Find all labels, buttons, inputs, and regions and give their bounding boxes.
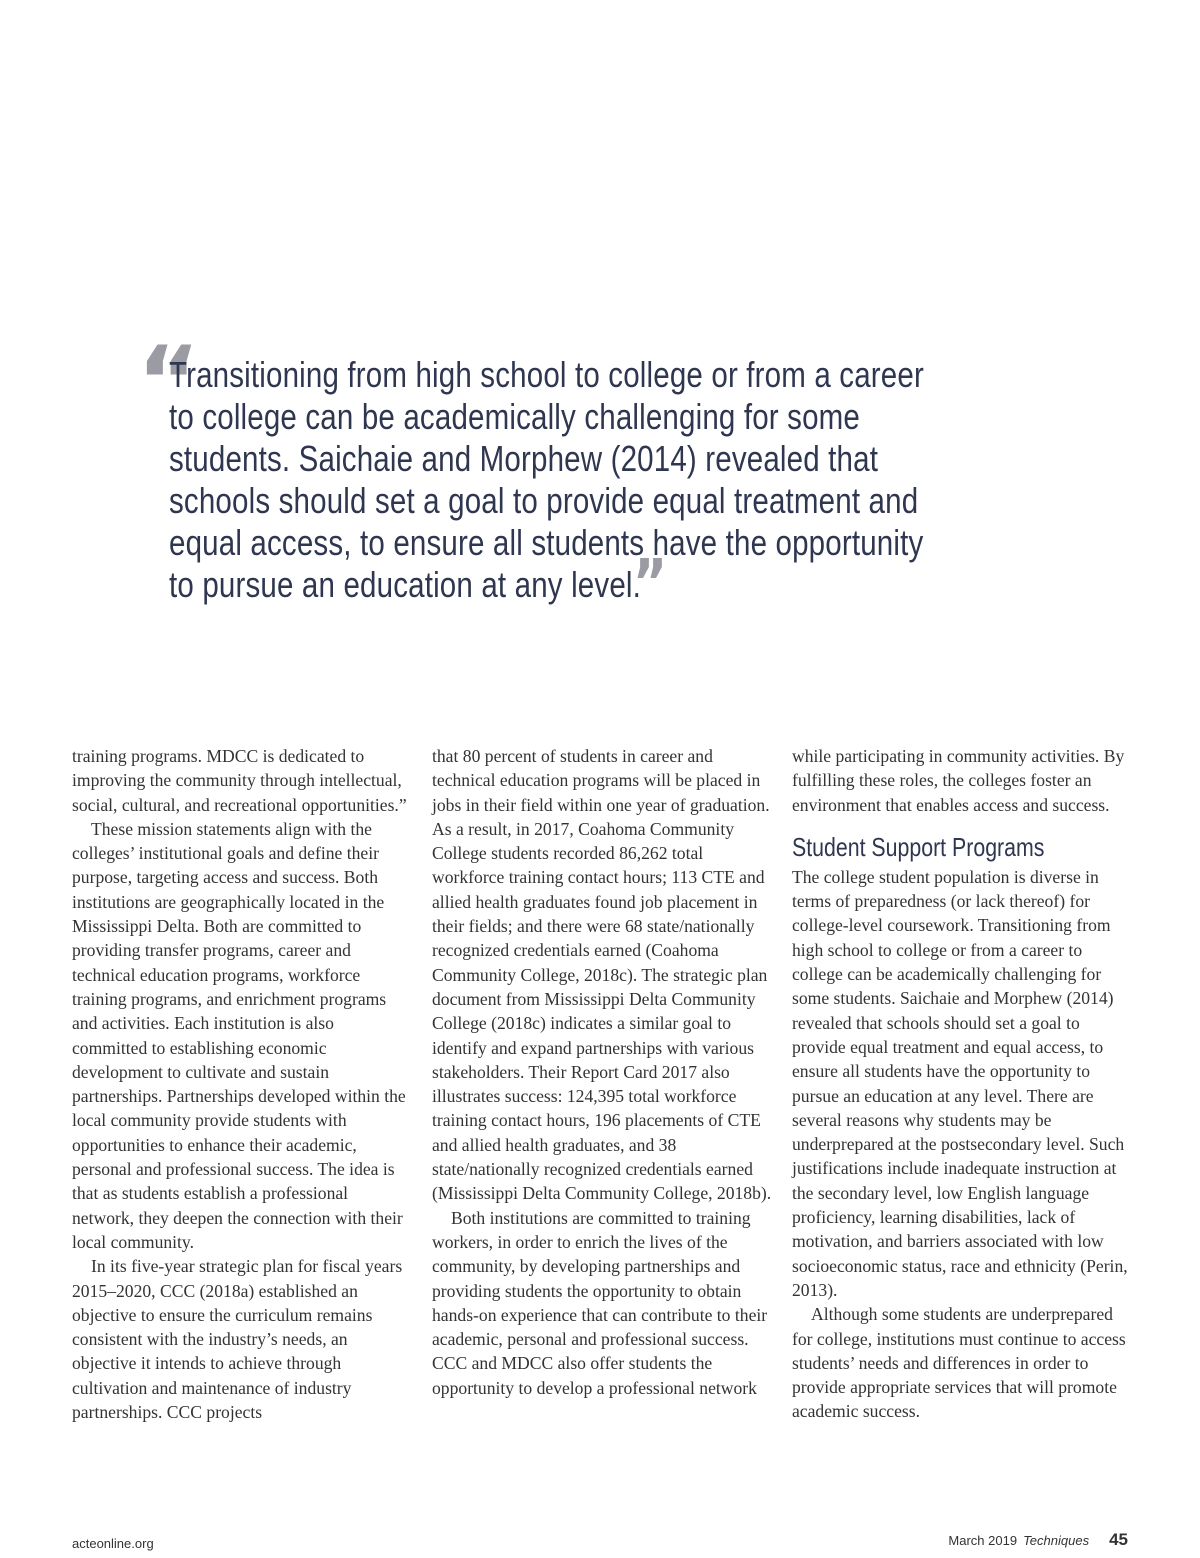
footer-info [948,1530,1128,1550]
paragraph: In its five-year strategic plan for fiscal years 2015–2020, CCC (2018a) established an objective to ensure the curriculum remains consistent with the industry’s needs, an objective it intends to achieve through cultivation and maintenance of industry partnerships. CCC projects [72,1256,403,1423]
paragraph: Although some students are underprepared for college, institutions must continue to access students’ needs and differences in order to provide appropriate services that will promote academic success. [792,1304,1126,1422]
pull-quote-text [169,354,936,621]
column-3 [792,744,1132,1424]
column-1 [72,744,412,1424]
page-number: 45 [1109,1530,1128,1549]
paragraph: that 80 percent of students in career and technical education programs will be placed in jobs in their field within one year of graduation. As a result, in 2017, Coahoma Community College students recorded 86,262 total workforce training contact hours; 113 CTE and allied health graduates found job placement in their fields; and there were 68 state/nationally recognized credentials earned (Coahoma Community College, 2018c). The strategic plan document from Mississippi Delta Community College (2018c) indicates a similar goal to identify and expand partnerships with various stakeholders. Their Report Card 2017 also illustrates success: 124,395 total workforce training contact hours, 196 placements of CTE and allied health graduates, and 38 state/nationally recognized credentials earned (Mississippi Delta Community College, 2018b). [432,746,772,1204]
paragraph: training programs. MDCC is dedicated to improving the community through intellectual, social, cultural, and recreational opportunities.” [72,746,407,815]
pull-quote-body: Transitioning from high school to college or from a career to college can be academically challenging for some students. Saichaie and Morphew (2014) revealed that schools should set a goal to provide equal treatment and equal access, to ensure all students have the opportunity to pursue an education at any level. [169,354,924,605]
paragraph: Both institutions are committed to training workers, in order to enrich the lives of the community, by developing partnerships and providing students the opportunity to obtain hands-on experience that can contribute to their academic, personal and professional success. CCC and MDCC also offer students the opportunity to develop a professional network [432,1207,768,1398]
paragraph: These mission statements align with the colleges’ institutional goals and define their purpose, targeting access and success. Both institutions are geographically located in the Mississippi Delta. Both are committed to providing transfer programs, career and technical education programs, workforce training programs, and enrichment programs and activities. Each institution is also committed to establishing economic development to cultivate and sustain partnerships. Partnerships developed within the local community provide students with opportunities to enhance their academic, personal and professional success. The idea is that as students establish a professional network, they deepen the connection with their local community. [72,818,406,1252]
paragraph: while participating in community activities. By fulfilling these roles, the colleges foster an environment that enables access and success. [792,746,1125,815]
open-quote-mark: “ [137,326,201,438]
paragraph: The college student population is diverse in terms of preparedness (or lack thereof) for college-level coursework. Transitioning from high school to college or from a career to college can be academically challenging for some students. Saichaie and Morphew (2014) revealed that schools should set a goal to provide equal treatment and equal access, to ensure all students have the opportunity to pursue an education at any level. There are several reasons why students may be underprepared at the postsecondary level. Such justifications include inadequate instruction at the secondary level, low English language proficiency, learning disabilities, lack of motivation, and barriers associated with low socioeconomic status, race and ethnicity (Perin, 2013). [792,866,1128,1300]
footer-date: March 2019 [948,1533,1018,1548]
column-2 [432,744,772,1400]
close-quote-mark: ” [632,547,668,621]
footer-website: acteonline.org [72,1536,154,1551]
footer-magazine: Techniques [1023,1533,1090,1548]
section-heading: Student Support Programs [792,831,1045,862]
